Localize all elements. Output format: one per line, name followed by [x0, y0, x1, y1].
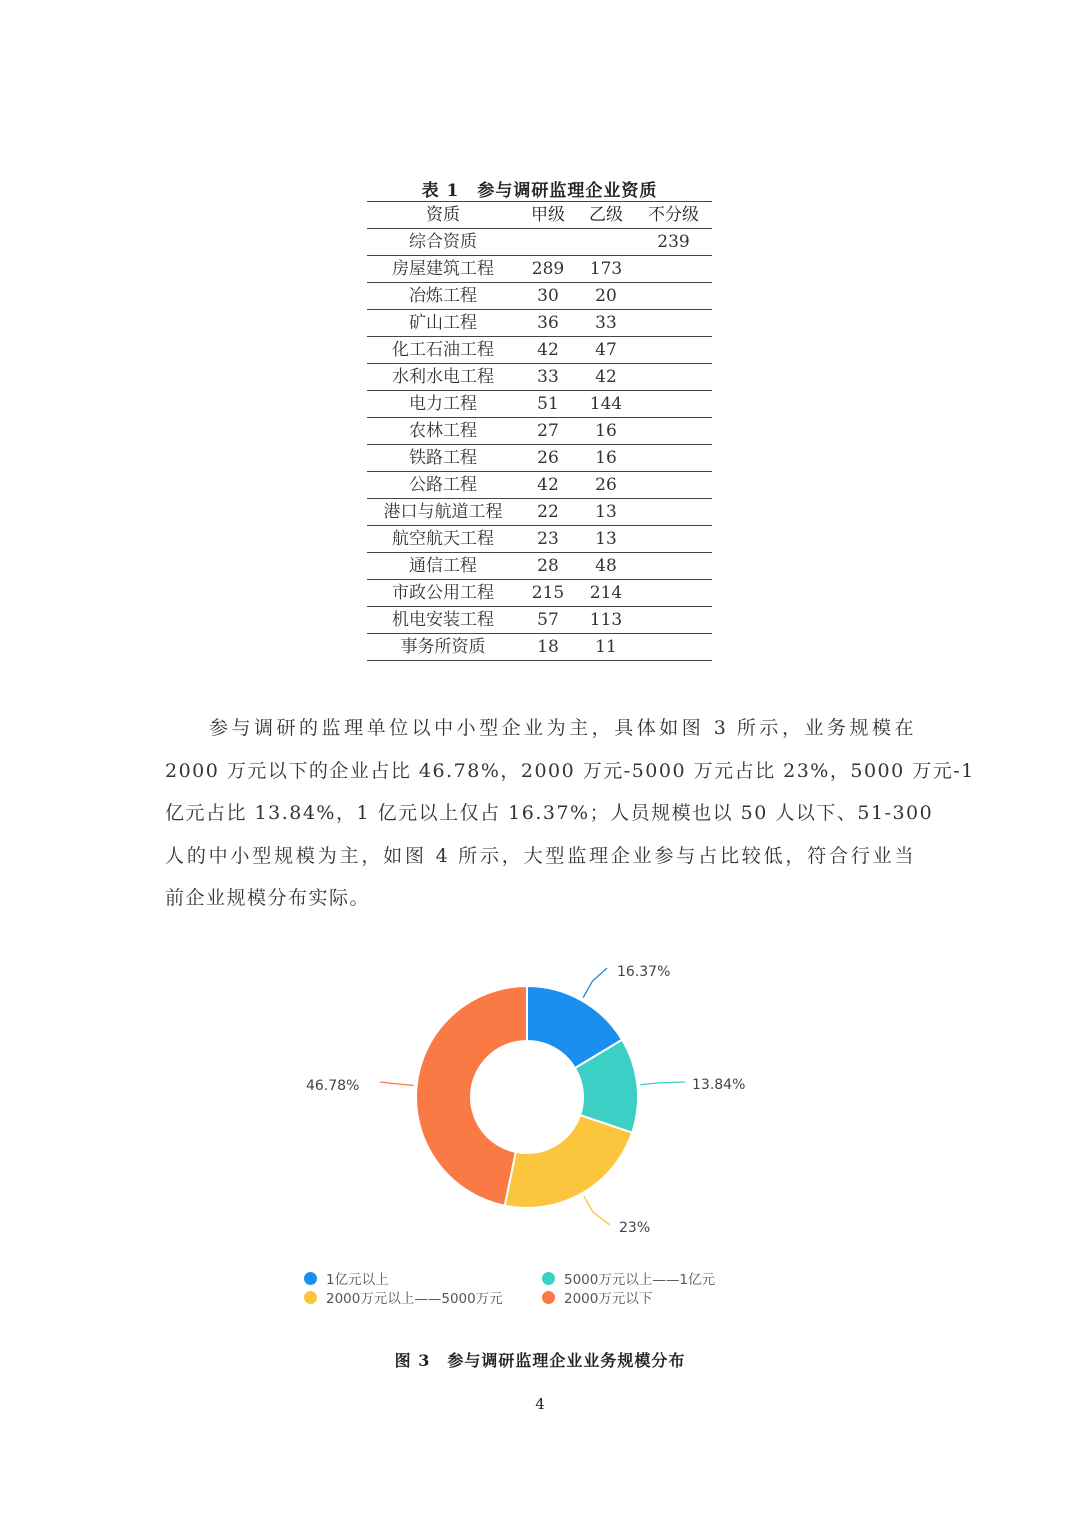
donut-slice [505, 1115, 632, 1208]
table-cell: 57 [519, 607, 577, 634]
table-cell: 26 [577, 472, 635, 499]
table-cell: 28 [519, 553, 577, 580]
legend-item [542, 1287, 652, 1307]
table-cell: 港口与航道工程 [367, 499, 519, 526]
table-cell: 11 [577, 634, 635, 661]
paragraph-line: 参与调研的监理单位以中小型企业为主，具体如图 3 所示，业务规模在 [209, 717, 915, 739]
legend-dot-icon [304, 1291, 317, 1304]
table-cell: 事务所资质 [367, 634, 519, 661]
leader-line [640, 1082, 685, 1085]
table-cell: 通信工程 [367, 553, 519, 580]
leader-line [380, 1082, 414, 1086]
legend-label: 2000万元以上——5000万元 [326, 1291, 503, 1307]
donut-slice [416, 986, 527, 1206]
table-cell: 173 [577, 256, 635, 283]
legend-dot-icon [304, 1272, 317, 1285]
table-cell: 铁路工程 [367, 445, 519, 472]
table-cell: 30 [519, 283, 577, 310]
table-cell: 市政公用工程 [367, 580, 519, 607]
header-cell: 乙级 [577, 202, 635, 229]
table-cell: 47 [577, 337, 635, 364]
table-cell: 机电安装工程 [367, 607, 519, 634]
legend-item [304, 1287, 503, 1307]
table-cell: 42 [519, 337, 577, 364]
table-cell: 18 [519, 634, 577, 661]
table-cell: 电力工程 [367, 391, 519, 418]
table-cell: 42 [519, 472, 577, 499]
paragraph-line: 前企业规模分布实际。 [165, 887, 371, 909]
slice-label: 23% [619, 1220, 651, 1236]
table-cell: 航空航天工程 [367, 526, 519, 553]
table-cell: 冶炼工程 [367, 283, 519, 310]
table-cell: 214 [577, 580, 635, 607]
leader-line [584, 1196, 610, 1225]
table-cell: 房屋建筑工程 [367, 256, 519, 283]
slice-label: 13.84% [692, 1077, 746, 1093]
table-cell: 215 [519, 580, 577, 607]
table-cell: 公路工程 [367, 472, 519, 499]
slice-label: 16.37% [617, 964, 671, 980]
table-cell: 16 [577, 445, 635, 472]
table-cell: 16 [577, 418, 635, 445]
table-cell: 13 [577, 499, 635, 526]
table-cell: 33 [577, 310, 635, 337]
table-cell: 化工石油工程 [367, 337, 519, 364]
table-cell: 20 [577, 283, 635, 310]
header-cell: 甲级 [519, 202, 577, 229]
table-cell: 27 [519, 418, 577, 445]
table-cell: 农林工程 [367, 418, 519, 445]
table-cell: 239 [635, 229, 712, 256]
table-cell: 22 [519, 499, 577, 526]
paragraph-line: 人的中小型规模为主，如图 4 所示，大型监理企业参与占比较低，符合行业当 [165, 844, 915, 867]
figure-caption: 图 3 参与调研监理企业业务规模分布 [394, 1351, 686, 1370]
legend-label: 5000万元以上——1亿元 [564, 1272, 715, 1288]
table-cell: 矿山工程 [367, 310, 519, 337]
table-cell: 26 [519, 445, 577, 472]
paragraph-line: 亿元占比 13.84%，1 亿元以上仅占 16.37%；人员规模也以 50 人以下、51-300 [165, 802, 934, 824]
table-cell: 13 [577, 526, 635, 553]
table-cell: 36 [519, 310, 577, 337]
legend-item [542, 1268, 715, 1288]
table-cell: 51 [519, 391, 577, 418]
table-cell: 水利水电工程 [367, 364, 519, 391]
legend-dot-icon [542, 1272, 555, 1285]
header-cell: 资质 [367, 202, 519, 229]
table-cell: 综合资质 [367, 229, 519, 256]
table-cell: 23 [519, 526, 577, 553]
table-cell: 113 [577, 607, 635, 634]
slice-label: 46.78% [306, 1078, 360, 1094]
table-cell: 48 [577, 553, 635, 580]
leader-line [583, 968, 607, 998]
paragraph-line: 2000 万元以下的企业占比 46.78%，2000 万元-5000 万元占比 23%，5000 万元-1 [165, 759, 975, 782]
legend-item [304, 1268, 389, 1288]
page-number: 4 [535, 1395, 545, 1413]
legend-label: 2000万元以下 [564, 1291, 653, 1307]
table-cell: 289 [519, 256, 577, 283]
legend-label: 1亿元以上 [326, 1272, 389, 1288]
legend-dot-icon [542, 1291, 555, 1304]
header-cell: 不分级 [635, 202, 712, 229]
table-cell: 42 [577, 364, 635, 391]
table-cell: 33 [519, 364, 577, 391]
table-caption: 表 1 参与调研监理企业资质 [421, 181, 658, 201]
table-cell: 144 [577, 391, 635, 418]
